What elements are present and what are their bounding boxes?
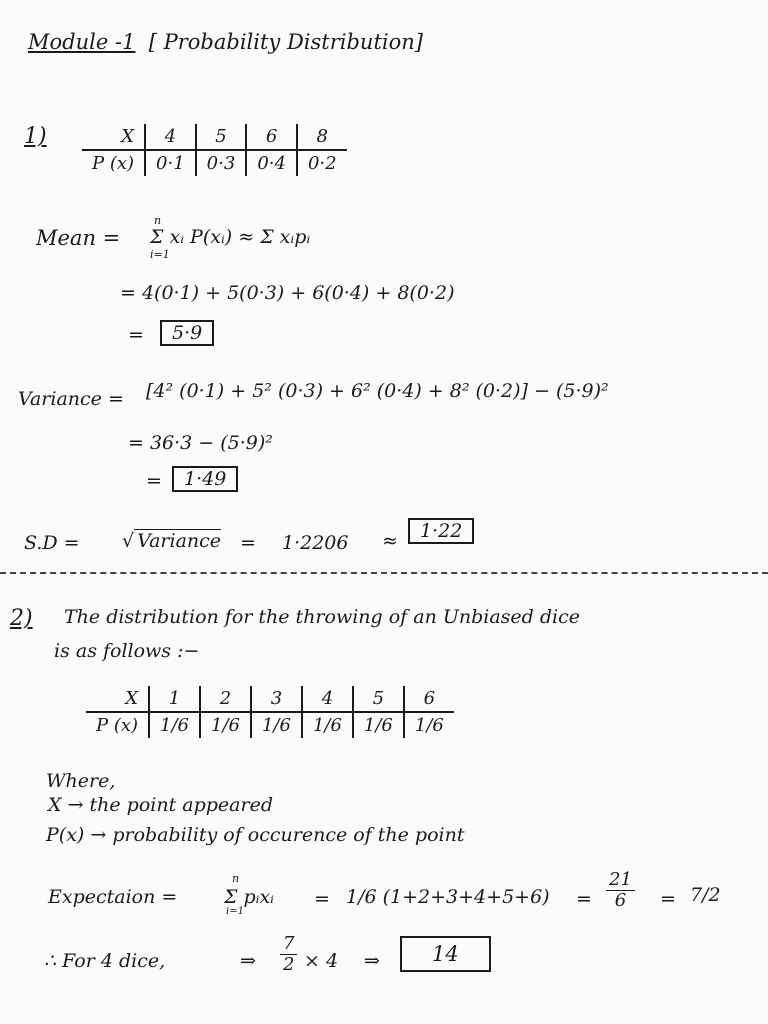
variance-step-1: [4² (0·1) + 5² (0·3) + 6² (0·4) + 8² (0·2)] − (5·9)² [146,380,609,402]
table-cell: 5 [353,686,404,712]
mean-formula: Σ xᵢ P(xᵢ) ≈ Σ xᵢpᵢ [150,226,311,248]
therefore-line: ∴ For 4 dice, [44,950,166,972]
q2-intro-line-2: is as follows :− [54,640,200,662]
table-cell: 1/6 [353,712,404,738]
variance-step-2: = 36·3 − (5·9)² [128,432,273,454]
expectation-eq-2: = [576,888,592,910]
section-divider [0,572,768,576]
fraction-numerator: 21 [606,870,635,891]
table-cell: 2 [200,686,251,712]
table-cell: 0·3 [196,150,247,176]
sd-label: S.D = [24,532,80,554]
q2-px-label: P (x) [96,715,139,736]
q2-p-row [86,712,454,738]
table-cell: 1/6 [149,712,200,738]
module-subtitle: [ Probability Distribution] [148,30,423,54]
table-cell: 1/6 [302,712,353,738]
question-2-number: 2) [10,606,33,631]
sum-upper: n [154,214,162,227]
variance-label: Variance = [18,388,124,410]
dice-times: × 4 [304,950,339,972]
sd-result: 1·22 [408,518,474,544]
q2-x-label: X [86,686,149,712]
table-cell: 3 [251,686,302,712]
table-cell: 1/6 [251,712,302,738]
dice-fraction [280,934,297,975]
table-cell: 0·4 [246,150,297,176]
mean-label: Mean = [36,226,121,250]
fraction-numerator: 7 [280,934,297,955]
q1-x-row [82,124,347,150]
q2-intro-line-1: The distribution for the throwing of an Unbiased dice [64,606,580,628]
expectation-fraction [606,870,635,911]
sd-approx: ≈ [382,530,398,552]
table-cell: 1/6 [200,712,251,738]
table-cell: 6 [246,124,297,150]
table-cell: 6 [404,686,454,712]
definition-px: P(x) → probability of occurence of the point [46,824,465,846]
variance-result-eq: = [146,470,162,492]
sum-upper: n [232,872,240,885]
table-cell: 0·1 [145,150,196,176]
sum-lower: i=1 [226,906,244,917]
expectation-eq-3: = [660,888,676,910]
sd-value: 1·2206 [282,532,349,554]
sd-sqrt-content: Variance [134,529,221,552]
table-cell: 4 [302,686,353,712]
table-cell: 4 [145,124,196,150]
mean-result: 5·9 [160,320,214,346]
q1-x-label: X [82,124,145,150]
implies-1: ⇒ [240,950,256,972]
question-1-number: 1) [24,124,47,149]
module-title: Module -1 [28,30,136,54]
sum-lower: i=1 [150,248,170,261]
mean-result-eq: = [128,324,144,346]
table-cell: 1/6 [404,712,454,738]
where-label: Where, [46,770,116,792]
fraction-denominator: 6 [614,889,627,911]
q2-distribution-table [86,686,454,738]
expectation-result: 7/2 [690,884,721,906]
expectation-eq-1: = [314,888,330,910]
expectation-label: Expectaion = [48,886,178,908]
final-result: 14 [400,936,491,972]
q2-x-row [86,686,454,712]
variance-result: 1·49 [172,466,238,492]
implies-2: ⇒ [364,950,380,972]
q1-p-row [82,150,347,176]
sd-sqrt: √ Variance [122,530,222,552]
sd-eq: = [240,532,256,554]
table-cell: 8 [297,124,347,150]
q1-distribution-table [82,124,347,176]
table-cell: 5 [196,124,247,150]
page-title [28,30,423,54]
table-cell: 1 [149,686,200,712]
table-cell: 0·2 [297,150,347,176]
mean-step-1: = 4(0·1) + 5(0·3) + 6(0·4) + 8(0·2) [120,282,455,304]
fraction-denominator: 2 [283,953,295,975]
q1-px-label: P (x) [92,153,135,174]
expectation-sum: Σ pᵢxᵢ [224,886,274,908]
definition-x: X → the point appeared [48,794,273,816]
expectation-calc: 1/6 (1+2+3+4+5+6) [346,886,550,908]
